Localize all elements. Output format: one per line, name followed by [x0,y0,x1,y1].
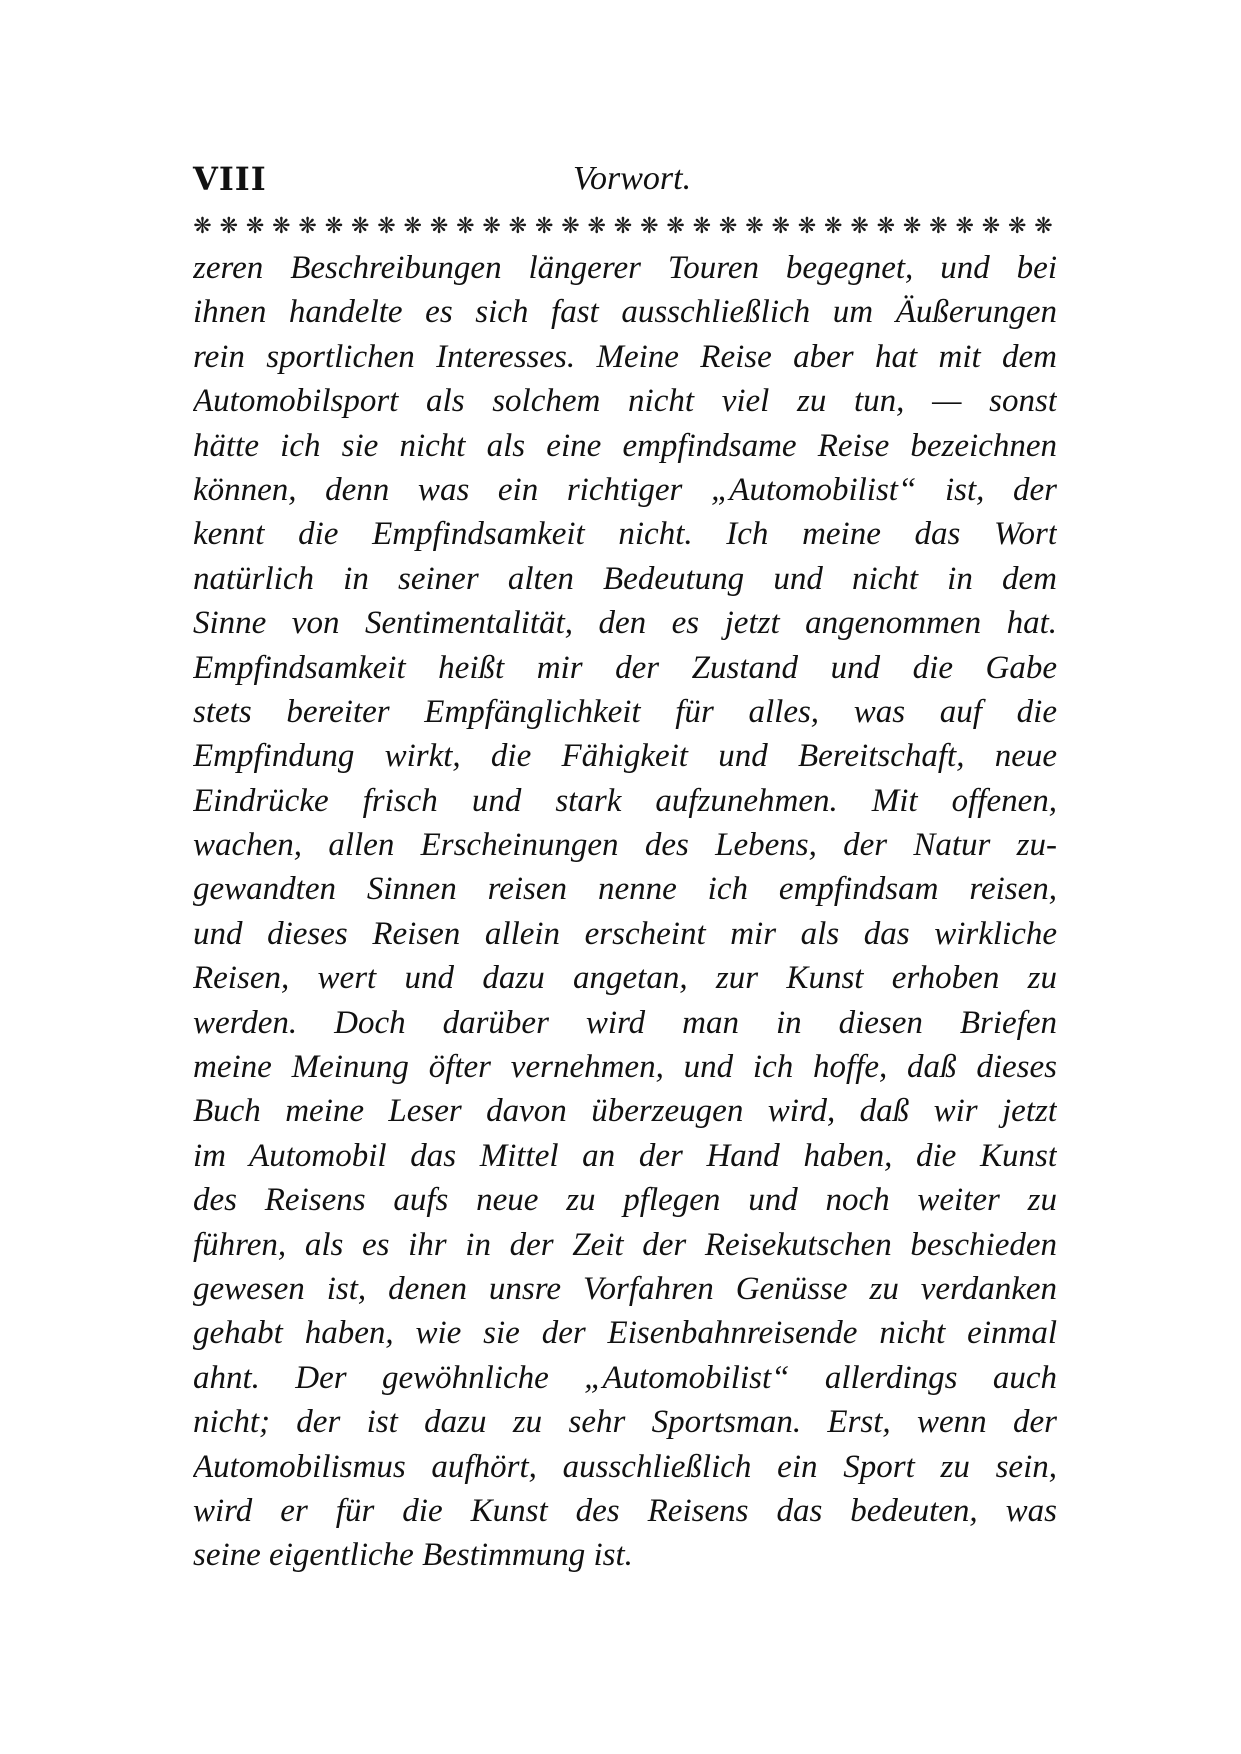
floral-ornament-icon: ❋ [771,214,790,239]
text-line: im Automobil das Mittel an der Hand haben, die Kunst [193,1137,1057,1174]
floral-ornament-icon: ❋ [272,214,291,239]
text-line: rein sportlichen Interesses. Meine Reise aber hat mit dem [193,338,1057,375]
floral-ornament-icon: ❋ [587,214,606,239]
text-line: gewesen ist, denen unsre Vorfahren Genüsse zu verdanken [193,1270,1057,1307]
text-line: wird er für die Kunst des Reisens das bedeuten, was [193,1492,1057,1529]
floral-ornament-icon: ❋ [745,214,764,239]
text-line: ihnen handelte es sich fast ausschließlich um Äußerungen [193,294,1057,331]
text-line: Automobilsport als solchem nicht viel zu tun, — sonst [193,383,1057,420]
ornament-border [190,212,1056,242]
text-line: Empfindsamkeit heißt mir der Zustand und die Gabe [193,649,1057,686]
text-line: Reisen, wert und dazu angetan, zur Kunst erhoben zu [193,960,1057,997]
floral-ornament-icon: ❋ [850,214,869,239]
floral-ornament-icon: ❋ [929,214,948,239]
floral-ornament-icon: ❋ [377,214,396,239]
body-text [193,246,1057,1578]
floral-ornament-icon: ❋ [350,214,370,239]
floral-ornament-icon: ❋ [508,214,528,239]
floral-ornament-icon: ❋ [876,214,896,239]
floral-ornament-icon: ❋ [640,214,659,239]
floral-ornament-icon: ❋ [193,214,212,239]
floral-ornament-icon: ❋ [456,214,475,239]
text-line: des Reisens aufs neue zu pflegen und noch weiter zu [193,1182,1057,1219]
floral-ornament-icon: ❋ [613,214,633,239]
running-head: Vorwort. [573,160,692,197]
text-line: ahnt. Der gewöhnliche „Automobilist“ allerdings auch [193,1359,1057,1396]
text-line: und dieses Reisen allein erscheint mir als das wirkliche [193,915,1057,952]
text-line: wachen, allen Erscheinungen des Lebens, der Natur zu- [193,827,1057,864]
floral-ornament-icon: ❋ [666,214,685,239]
floral-ornament-icon: ❋ [298,214,317,239]
text-line: Eindrücke frisch und stark aufzunehmen. Mit offenen, [193,782,1057,819]
page-number: VIII [193,160,267,198]
page-header [193,160,1055,210]
text-line: Sinne von Sentimentalität, den es jetzt angenommen hat. [193,605,1057,642]
floral-ornament-icon: ❋ [1034,214,1053,239]
floral-ornament-icon: ❋ [482,214,501,239]
text-line: nicht; der ist dazu zu sehr Sportsman. Erst, wenn der [193,1404,1057,1441]
floral-ornament-icon: ❋ [1008,214,1027,239]
text-line: führen, als es ihr in der Zeit der Reisekutschen beschieden [193,1226,1057,1263]
text-line: zeren Beschreibungen längerer Touren begegnet, und bei [193,250,1057,286]
text-line: kennt die Empfindsamkeit nicht. Ich meine das Wort [193,516,1057,553]
floral-ornament-icon: ❋ [245,214,265,239]
floral-ornament-icon: ❋ [902,214,922,239]
floral-ornament-icon: ❋ [429,214,449,239]
text-line: hätte ich sie nicht als eine empfindsame Reise bezeichnen [193,427,1057,464]
text-line: Buch meine Leser davon überzeugen wird, daß wir jetzt [193,1093,1057,1130]
floral-ornament-icon: ❋ [403,214,422,239]
text-line: können, denn was ein richtiger „Automobilist“ ist, der [193,471,1057,508]
text-line: werden. Doch darüber wird man in diesen Briefen [193,1004,1057,1041]
text-line: natürlich in seiner alten Bedeutung und nicht in dem [193,560,1057,597]
floral-ornament-icon: ❋ [561,214,580,239]
floral-ornament-icon: ❋ [219,214,238,239]
floral-ornament-icon: ❋ [824,214,843,239]
text-line: stets bereiter Empfänglichkeit für alles, was auf die [193,693,1057,730]
floral-ornament-icon: ❋ [324,214,344,239]
floral-ornament-icon: ❋ [534,214,554,239]
floral-ornament-icon: ❋ [981,214,1001,239]
floral-ornament-icon: ❋ [718,214,738,239]
text-line: gewandten Sinnen reisen nenne ich empfindsam reisen, [193,871,1057,908]
text-line: seine eigentliche Bestimmung ist. [193,1537,633,1574]
floral-ornament-icon: ❋ [955,214,974,239]
text-line: Automobilismus aufhört, ausschließlich ein Sport zu sein, [193,1448,1057,1485]
text-line: Empfindung wirkt, die Fähigkeit und Bereitschaft, neue [193,738,1057,775]
floral-ornament-icon: ❋ [797,214,817,239]
floral-ornament-icon: ❋ [692,214,712,239]
text-line: meine Meinung öfter vernehmen, und ich hoffe, daß dieses [193,1049,1057,1086]
text-line: gehabt haben, wie sie der Eisenbahnreisende nicht einmal [193,1315,1057,1352]
